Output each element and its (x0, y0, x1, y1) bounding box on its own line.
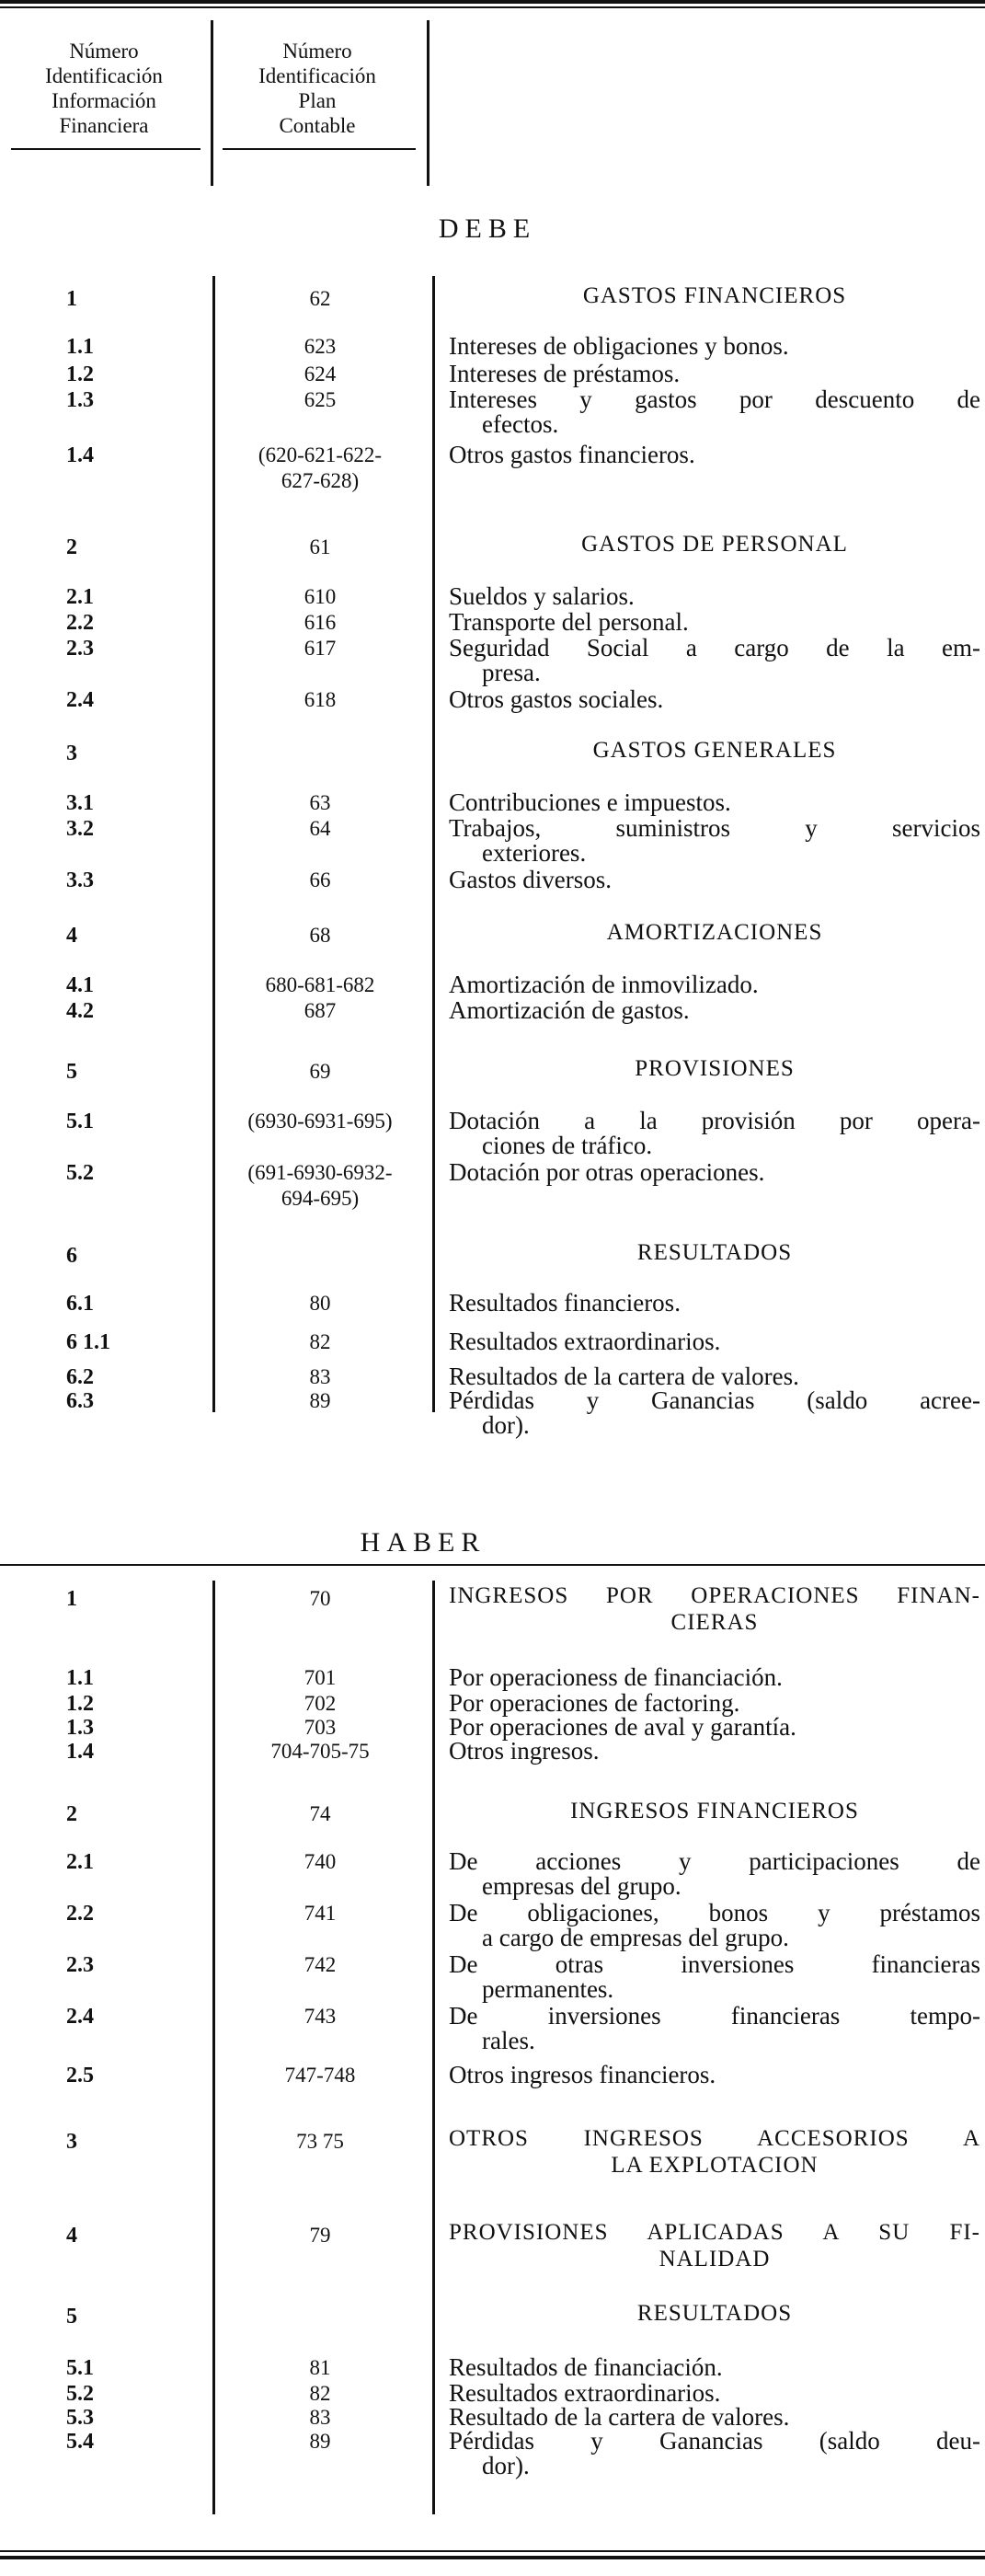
description-line: Resultados financieros. (449, 1289, 681, 1317)
row-number: 3 (66, 742, 77, 765)
description-line: Pérdidas y Ganancias (saldo acree- (449, 1386, 980, 1414)
group-heading (449, 919, 980, 946)
haber-top-rule (0, 1564, 985, 1566)
header-col2-line: Identificación (258, 64, 376, 87)
account-code-line: 82 (309, 2382, 331, 2405)
haber-divider-1 (212, 1581, 215, 2514)
account-description (449, 1329, 980, 1354)
description-line: Amortización de gastos. (449, 996, 690, 1024)
group-heading (449, 2125, 980, 2179)
table-row (0, 1239, 985, 1268)
description-line: Trabajos, suministros y servicios (449, 814, 980, 842)
section-title-haber: HABER (360, 1527, 487, 1558)
group-heading (449, 1239, 980, 1266)
description-line: Resultados de financiación. (449, 2353, 723, 2381)
account-code-line: 62 (309, 287, 331, 310)
account-code (213, 1715, 427, 1741)
account-description (449, 1901, 980, 1950)
account-code (213, 1059, 427, 1085)
account-description (449, 1739, 980, 1764)
account-code (213, 387, 427, 413)
account-code-line: 73 75 (296, 2130, 344, 2153)
description-line: Transporte del personal. (449, 608, 689, 636)
row-number: 2.4 (66, 688, 94, 712)
account-description (449, 1952, 980, 2002)
table-row (0, 2429, 985, 2480)
description-line: RESULTADOS (636, 2301, 793, 2326)
row-number: 5.1 (66, 2356, 94, 2380)
description-line: Por operaciones de factoring. (449, 1689, 740, 1717)
account-code (213, 362, 427, 387)
bottom-rule (0, 2556, 985, 2559)
debe-divider-1 (212, 276, 215, 1412)
table-row (0, 2125, 985, 2180)
description-line: De obligaciones, bonos y préstamos (449, 1899, 980, 1926)
header-col1-line: Identificación (45, 64, 163, 87)
description-line: LA EXPLOTACION (611, 2153, 819, 2178)
header-underline-1 (11, 148, 200, 150)
account-code-line: 624 (304, 362, 337, 385)
header-col2-line: Plan (298, 89, 337, 112)
row-number: 4.1 (66, 973, 94, 997)
row-number: 1.1 (66, 1666, 94, 1690)
row-number: 2.3 (66, 1953, 94, 1977)
account-code-line: 63 (309, 791, 331, 814)
description-line: Pérdidas y Ganancias (saldo deu- (449, 2427, 980, 2455)
bottom-rule-thin (0, 2550, 985, 2552)
table-row (0, 919, 985, 948)
account-code (213, 816, 427, 842)
account-description (449, 1691, 980, 1716)
top-rule-thin (0, 6, 985, 8)
account-code-line: 66 (309, 868, 331, 891)
account-description (449, 1715, 980, 1740)
row-number: 6 1.1 (66, 1330, 110, 1354)
table-row (0, 1055, 985, 1084)
header-col1 (7, 39, 200, 138)
row-number: 1.2 (66, 362, 94, 386)
row-number: 2.2 (66, 611, 94, 635)
account-code (213, 1388, 427, 1414)
account-code-line: 702 (304, 1692, 337, 1715)
table-row (0, 387, 985, 443)
table-row (0, 610, 985, 636)
account-code-line: 74 (309, 1802, 331, 1825)
account-code (213, 1291, 427, 1317)
account-code-line: 687 (304, 999, 337, 1022)
description-line: AMORTIZACIONES (606, 920, 823, 945)
row-number: 2.3 (66, 637, 94, 661)
table-row (0, 2004, 985, 2055)
account-code (213, 2405, 427, 2431)
account-code (213, 2004, 427, 2030)
table-row (0, 2063, 985, 2101)
group-heading (449, 531, 980, 558)
group-heading (449, 1798, 980, 1824)
header-col1-line: Financiera (59, 114, 149, 137)
header-divider-2 (427, 20, 430, 186)
description-line: Sueldos y salarios. (449, 582, 635, 610)
description-line: Gastos diversos. (449, 866, 612, 893)
table-row (0, 334, 985, 360)
description-line: De otras inversiones financieras (449, 1950, 980, 1978)
row-number: 2.1 (66, 1850, 94, 1874)
row-number: 1.4 (66, 1740, 94, 1764)
table-row (0, 1849, 985, 1901)
row-number: 1 (66, 1587, 77, 1611)
table-row (0, 1798, 985, 1826)
account-code (213, 2429, 427, 2455)
account-code-line: 741 (304, 1902, 337, 1925)
table-row (0, 737, 985, 763)
account-description (449, 2429, 980, 2478)
description-line: exteriores. (482, 839, 587, 867)
table-row (0, 1665, 985, 1691)
row-number: 4 (66, 924, 77, 948)
row-number: 5.3 (66, 2406, 94, 2430)
haber-divider-2 (432, 1581, 435, 2514)
row-number: 2.2 (66, 1902, 94, 1926)
description-line: NALIDAD (659, 2247, 771, 2271)
table-row (0, 584, 985, 610)
header-underline-2 (223, 148, 416, 150)
row-number: 2.5 (66, 2064, 94, 2087)
account-description (449, 868, 980, 892)
description-line: rales. (482, 2027, 535, 2054)
row-number: 2.4 (66, 2005, 94, 2029)
account-code (213, 535, 427, 560)
account-code (213, 443, 427, 494)
description-line: permanentes. (482, 1975, 614, 2003)
account-code (213, 1691, 427, 1717)
row-number: 3.3 (66, 868, 94, 892)
table-row (0, 2219, 985, 2274)
row-number: 1.2 (66, 1692, 94, 1716)
description-line: Seguridad Social a cargo de la em- (449, 634, 980, 661)
account-code (213, 998, 427, 1024)
account-code (213, 687, 427, 713)
description-line: Contribuciones e impuestos. (449, 788, 731, 816)
account-description (449, 687, 980, 712)
row-number: 4 (66, 2224, 77, 2248)
table-row (0, 687, 985, 726)
row-number: 5.1 (66, 1110, 94, 1133)
account-description (449, 1388, 980, 1438)
account-code (213, 1952, 427, 1978)
group-heading (449, 1582, 980, 1636)
header-col2-line: Número (282, 40, 352, 63)
account-code (213, 2381, 427, 2407)
row-number: 6.1 (66, 1292, 94, 1316)
description-line: Otros gastos sociales. (449, 685, 664, 713)
account-code-line: 694-695) (281, 1187, 360, 1210)
table-row (0, 1582, 985, 1638)
table-row (0, 1329, 985, 1355)
description-line: Dotación a la provisión por opera- (449, 1107, 980, 1134)
description-line: Resultados de la cartera de valores. (449, 1363, 799, 1390)
table-row (0, 2300, 985, 2329)
table-row (0, 443, 985, 511)
row-number: 6.2 (66, 1365, 94, 1389)
table-row (0, 1901, 985, 1952)
row-number: 5.2 (66, 1161, 94, 1185)
row-number: 3 (66, 2130, 77, 2154)
header-col2 (221, 39, 414, 138)
account-description (449, 1160, 980, 1185)
account-description (449, 972, 980, 997)
account-code (213, 286, 427, 312)
description-line: Resultados extraordinarios. (449, 2379, 721, 2407)
description-line: RESULTADOS (636, 1240, 793, 1265)
account-code (213, 868, 427, 893)
table-row (0, 972, 985, 998)
description-line: Por operaciones de aval y garantía. (449, 1713, 796, 1741)
description-line: Resultado de la cartera de valores. (449, 2403, 790, 2431)
description-line: INGRESOS POR OPERACIONES FINAN- (449, 1583, 980, 1608)
account-description (449, 816, 980, 866)
description-line: CIERAS (670, 1610, 759, 1635)
table-row (0, 1291, 985, 1317)
group-heading (449, 2219, 980, 2272)
account-code-line: 89 (309, 1389, 331, 1412)
account-description (449, 1849, 980, 1899)
table-row (0, 1739, 985, 1777)
account-code-line: 740 (304, 1850, 337, 1873)
description-line: Por operacioness de financiación. (449, 1663, 783, 1691)
account-code-line: 627-628) (281, 469, 360, 492)
description-line: Otros ingresos financieros. (449, 2061, 716, 2088)
account-code-line: 743 (304, 2005, 337, 2028)
table-row (0, 282, 985, 311)
account-description (449, 362, 980, 386)
row-number: 5.2 (66, 2382, 94, 2406)
account-description (449, 387, 980, 437)
account-code (213, 584, 427, 610)
account-description (449, 610, 980, 635)
row-number: 1.3 (66, 388, 94, 412)
account-description (449, 2355, 980, 2380)
top-rule (0, 0, 985, 4)
account-code (213, 1901, 427, 1926)
description-line: Intereses y gastos por descuento de (449, 385, 980, 413)
account-code (213, 972, 427, 998)
description-line: empresas del grupo. (482, 1872, 681, 1900)
description-line: GASTOS GENERALES (592, 738, 837, 763)
account-code-line: (691-6930-6932- (247, 1161, 393, 1184)
description-line: GASTOS DE PERSONAL (581, 532, 848, 557)
description-line: efectos. (482, 410, 559, 438)
row-number: 2 (66, 535, 77, 559)
account-code (213, 636, 427, 661)
account-code-line: 64 (309, 817, 331, 840)
description-line: dor). (482, 1411, 530, 1439)
row-number: 5 (66, 1060, 77, 1084)
account-code (213, 923, 427, 949)
account-description (449, 2381, 980, 2406)
description-line: Amortización de inmovilizado. (449, 971, 759, 998)
account-code-line: 747-748 (284, 2064, 356, 2087)
account-description (449, 1665, 980, 1690)
row-number: 3.1 (66, 791, 94, 815)
account-code (213, 1801, 427, 1827)
table-row (0, 1109, 985, 1160)
description-line: ciones de tráfico. (482, 1132, 653, 1159)
account-description (449, 790, 980, 815)
description-line: a cargo de empresas del grupo. (482, 1924, 789, 1951)
description-line: Otros ingresos. (449, 1737, 600, 1765)
account-code-line: 83 (309, 2406, 331, 2429)
group-heading (449, 1055, 980, 1082)
account-code (213, 2223, 427, 2248)
table-row (0, 531, 985, 557)
table-row (0, 868, 985, 906)
description-line: De acciones y participaciones de (449, 1847, 980, 1875)
header-divider-1 (211, 20, 213, 186)
account-code-line: 68 (309, 924, 331, 947)
row-number: 1 (66, 287, 77, 311)
account-description (449, 2004, 980, 2053)
account-description (449, 584, 980, 609)
header-col2-line: Contable (279, 114, 356, 137)
account-description (449, 1109, 980, 1158)
account-code-line: 625 (304, 388, 337, 411)
table-row (0, 1952, 985, 2004)
account-description (449, 334, 980, 359)
row-number: 1.4 (66, 443, 94, 467)
table-row (0, 362, 985, 387)
table-row (0, 790, 985, 816)
row-number: 6.3 (66, 1389, 94, 1413)
account-code-line: 80 (309, 1292, 331, 1315)
account-code-line: 704-705-75 (270, 1740, 370, 1763)
description-line: PROVISIONES (635, 1056, 795, 1081)
table-row (0, 636, 985, 687)
account-code-line: 616 (304, 611, 337, 634)
table-row (0, 998, 985, 1037)
description-line: dor). (482, 2452, 530, 2479)
debe-divider-2 (432, 276, 435, 1412)
row-number: 3.2 (66, 817, 94, 841)
account-description (449, 998, 980, 1023)
description-line: INGRESOS FINANCIEROS (570, 1799, 859, 1823)
description-line: PROVISIONES APLICADAS A SU FI- (449, 2220, 980, 2245)
account-code-line: 680-681-682 (265, 973, 375, 996)
description-line: GASTOS FINANCIEROS (582, 283, 847, 308)
header-col1-line: Información (52, 89, 156, 112)
row-number: 4.2 (66, 999, 94, 1023)
account-code (213, 790, 427, 816)
table-row (0, 1160, 985, 1228)
table-row (0, 2355, 985, 2381)
account-code-line: (620-621-622- (258, 443, 383, 466)
account-code-line: 742 (304, 1953, 337, 1976)
account-description (449, 1364, 980, 1389)
account-description (449, 1291, 980, 1316)
account-code-line: 623 (304, 335, 337, 358)
table-row (0, 1388, 985, 1440)
account-code (213, 1849, 427, 1875)
account-code-line: 82 (309, 1330, 331, 1353)
account-code (213, 1665, 427, 1691)
description-line: OTROS INGRESOS ACCESORIOS A (449, 2126, 980, 2151)
row-number: 5.4 (66, 2430, 94, 2454)
account-code (213, 610, 427, 636)
account-code (213, 1586, 427, 1612)
account-code-line: 703 (304, 1716, 337, 1739)
account-code (213, 1160, 427, 1212)
description-line: Intereses de obligaciones y bonos. (449, 332, 789, 360)
row-number: 1.1 (66, 335, 94, 359)
header-col1-line: Número (69, 40, 139, 63)
row-number: 5 (66, 2305, 77, 2329)
account-code-line: 89 (309, 2430, 331, 2453)
description-line: Intereses de préstamos. (449, 360, 681, 387)
description-line: De inversiones financieras tempo- (449, 2002, 980, 2030)
row-number: 2.1 (66, 585, 94, 609)
account-description (449, 2063, 980, 2087)
account-code-line: 70 (309, 1587, 331, 1610)
row-number: 1.3 (66, 1716, 94, 1740)
row-number: 6 (66, 1244, 77, 1268)
table-row (0, 816, 985, 868)
account-code (213, 1109, 427, 1134)
row-number: 2 (66, 1802, 77, 1826)
description-line: presa. (482, 659, 541, 686)
group-heading (449, 737, 980, 764)
group-heading (449, 282, 980, 309)
account-code-line: 81 (309, 2356, 331, 2379)
account-description (449, 443, 980, 467)
account-code-line: 79 (309, 2224, 331, 2247)
account-description (449, 636, 980, 685)
description-line: Dotación por otras operaciones. (449, 1158, 765, 1186)
description-line: Resultados extraordinarios. (449, 1328, 721, 1355)
account-code-line: 61 (309, 535, 331, 558)
account-description (449, 2405, 980, 2430)
account-code (213, 2063, 427, 2088)
account-code (213, 2355, 427, 2381)
account-code (213, 2129, 427, 2155)
account-code-line: 701 (304, 1666, 337, 1689)
description-line: Otros gastos financieros. (449, 441, 695, 468)
group-heading (449, 2300, 980, 2327)
account-code-line: 69 (309, 1060, 331, 1083)
account-code-line: (6930-6931-695) (247, 1110, 393, 1133)
account-code-line: 617 (304, 637, 337, 660)
account-code (213, 1329, 427, 1355)
account-code-line: 610 (304, 585, 337, 608)
account-code (213, 1364, 427, 1390)
account-code (213, 334, 427, 360)
account-code-line: 83 (309, 1365, 331, 1388)
section-title-debe: DEBE (438, 213, 537, 244)
account-code (213, 1739, 427, 1765)
account-code-line: 618 (304, 688, 337, 711)
